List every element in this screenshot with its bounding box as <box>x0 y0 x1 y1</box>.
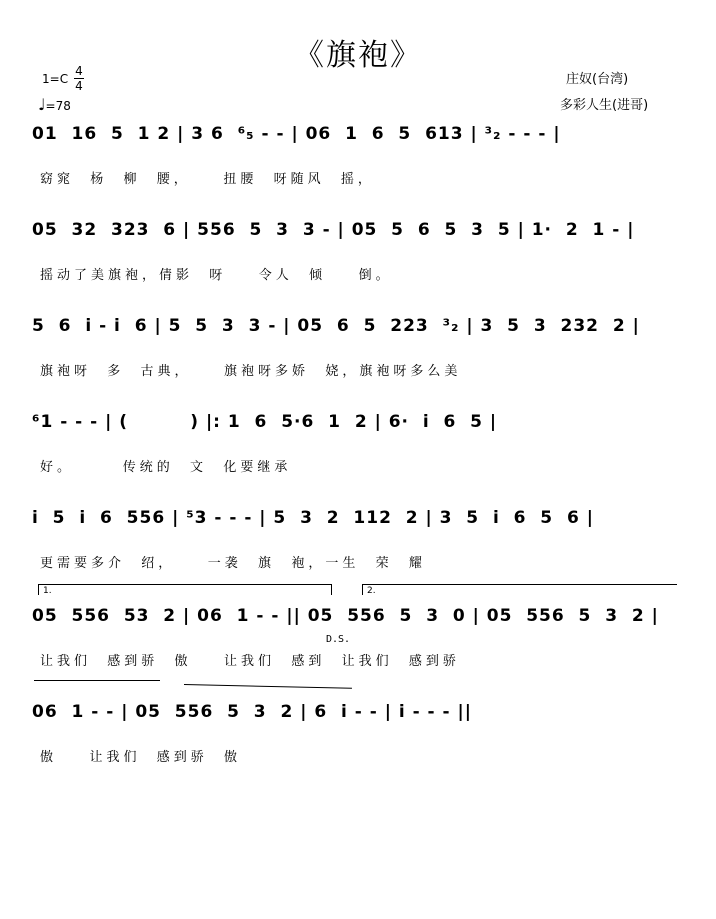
page-title: 《旗袍》 <box>294 38 422 73</box>
meter-bottom: 4 <box>75 79 83 93</box>
arranger-credit: 多彩人生(进哥) <box>560 98 649 113</box>
notation-line: 05 556 53 2 | 06 1 - - || 05 556 5 3 0 | 05 556 5 3 2 | <box>32 606 659 626</box>
volta-bracket-1 <box>38 584 332 595</box>
tempo-value: =78 <box>45 99 71 113</box>
quarter-note-icon: ♩ <box>38 95 46 114</box>
lyric-line: 更需要多介 绍， 一袭 旗 袍，一生 荣 耀 <box>40 556 426 571</box>
lyric-line: 旗袍呀 多 古典， 旗袍呀多娇 娆，旗袍呀多么美 <box>40 364 462 379</box>
volta-bracket-2 <box>362 584 677 595</box>
key-signature: 1=C <box>42 72 69 86</box>
lyric-line: 好。 传统的 文 化要继承 <box>40 460 292 475</box>
meter-top: 4 <box>75 64 83 78</box>
crescendo-line <box>184 684 352 689</box>
notation-line: 5 6 i - i 6 | 5 5 3 3 - | 05 6 5 223 ³₂ | 3 5 3 232 2 | <box>32 316 640 336</box>
lyric-line: 窈窕 杨 柳 腰， 扭腰 呀随风 摇， <box>40 172 375 187</box>
lyric-line: 傲 让我们 感到骄 傲 <box>40 750 242 765</box>
notation-line: 05 32 323 6 | 556 5 3 3 - | 05 5 6 5 3 5 | 1· 2 1 - | <box>32 220 635 240</box>
notation-line: ⁶1 - - - | ( ) |: 1 6 5·6 1 2 | 6· i 6 5 | <box>32 412 498 432</box>
lyric-line: 摇动了美旗袍，倩影 呀 令人 倾 倒。 <box>40 268 393 283</box>
tempo-marking <box>38 95 71 114</box>
dal-segno-mark: D.S. <box>326 634 351 645</box>
time-signature <box>74 64 84 93</box>
notation-line: i 5 i 6 556 | ⁵3 - - - | 5 3 2 112 2 | 3 5 i 6 5 6 | <box>32 508 594 528</box>
notation-line: 01 16 5 1 2 | 3 6 ⁶₅ - - | 06 1 6 5 613 | ³₂ - - - | <box>32 124 561 144</box>
lyric-line: 让我们 感到骄 傲 让我们 感到 让我们 感到骄 <box>40 654 460 669</box>
lyricist-credit: 庄奴(台湾) <box>566 72 629 87</box>
divider-line <box>34 680 160 681</box>
notation-line: 06 1 - - | 05 556 5 3 2 | 6 i - - | i - - - || <box>32 702 472 722</box>
volta-label-1: 1. <box>43 586 52 596</box>
volta-label-2: 2. <box>367 586 376 596</box>
